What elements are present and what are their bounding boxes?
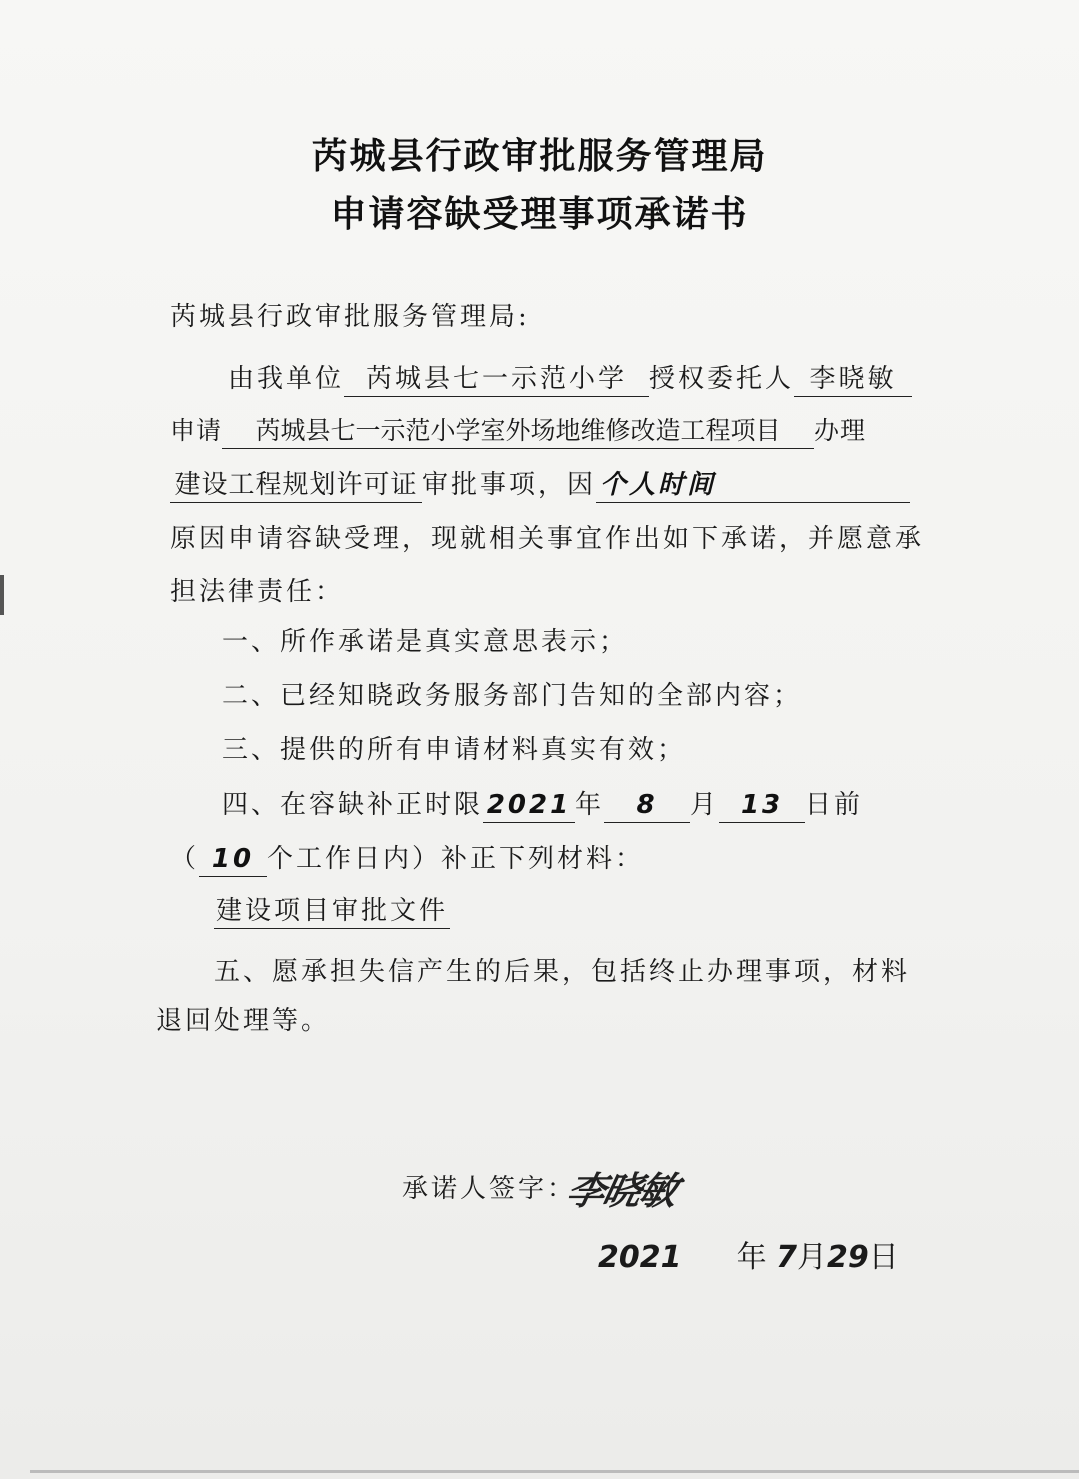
project-name-field: 芮城县七一示范小学室外场地维修改造工程项目 — [222, 414, 814, 449]
sign-day-label: 日 — [868, 1240, 899, 1275]
document-title-line-1: 芮城县行政审批服务管理局 — [311, 136, 768, 177]
sign-day: 29 — [827, 1240, 869, 1275]
sign-month-label: 月 — [797, 1240, 828, 1275]
text-workdays: 个工作日内）补正下列材料： — [267, 844, 645, 874]
sign-year: 2021 — [598, 1240, 682, 1275]
commitment-5-continued: 退回处理等。 — [156, 1006, 331, 1036]
paragraph-line-5: 担法律责任： — [170, 577, 345, 607]
commitment-4 — [222, 788, 863, 823]
commitment-4-continued — [170, 842, 644, 877]
deadline-day-field: 13 — [719, 788, 805, 823]
text-authorized: 授权委托人 — [649, 364, 795, 394]
approval-item-field: 建设工程规划许可证 — [170, 468, 422, 503]
scan-edge-mark — [0, 575, 4, 615]
scan-bottom-edge — [30, 1470, 1079, 1473]
unit-name-field: 芮城县七一示范小学 — [344, 362, 649, 397]
addressee: 芮城县行政审批服务管理局: — [170, 302, 530, 332]
text-open-paren: （ — [170, 844, 200, 874]
material-name-field: 建设项目审批文件 — [214, 894, 450, 929]
document-title-line-2: 申请容缺受理事项承诺书 — [330, 194, 749, 235]
reason-field: 个人时间 — [596, 468, 910, 503]
signature-label: 承诺人签字： — [402, 1174, 577, 1204]
text-handle: 办理 — [814, 416, 867, 445]
text-day-before: 日前 — [805, 790, 864, 820]
text-month: 月 — [690, 790, 720, 820]
text-apply: 申请 — [170, 416, 223, 445]
commitment-3: 三、提供的所有申请材料真实有效； — [222, 735, 687, 765]
signature-date — [598, 1232, 899, 1276]
handwritten-signature: 李晓敏 — [562, 1169, 680, 1213]
paragraph-line-2 — [170, 414, 866, 449]
text-year: 年 — [575, 790, 605, 820]
paragraph-line-4: 原因申请容缺受理，现就相关事宜作出如下承诺，并愿意承 — [170, 524, 925, 554]
commitment-2: 二、已经知晓政务服务部门告知的全部内容； — [222, 681, 803, 711]
deadline-month-field: 8 — [604, 788, 690, 823]
paragraph-line-1 — [228, 362, 912, 397]
sign-month: 7 — [776, 1240, 798, 1275]
deadline-year-field: 2021 — [483, 788, 575, 823]
text-approval-reason: 审批事项，因 — [422, 470, 597, 500]
commitment-1: 一、所作承诺是真实意思表示； — [222, 627, 629, 657]
text-by-unit: 由我单位 — [228, 364, 345, 394]
commitment-5: 五、愿承担失信产生的后果，包括终止办理事项，材料 — [214, 957, 911, 987]
workdays-field: 10 — [199, 842, 267, 877]
sign-year-label: 年 — [736, 1240, 767, 1275]
paragraph-line-3 — [170, 468, 910, 503]
delegate-name-field: 李晓敏 — [794, 362, 912, 397]
material-line — [214, 894, 450, 929]
text-deadline: 四、在容缺补正时限 — [222, 790, 484, 820]
